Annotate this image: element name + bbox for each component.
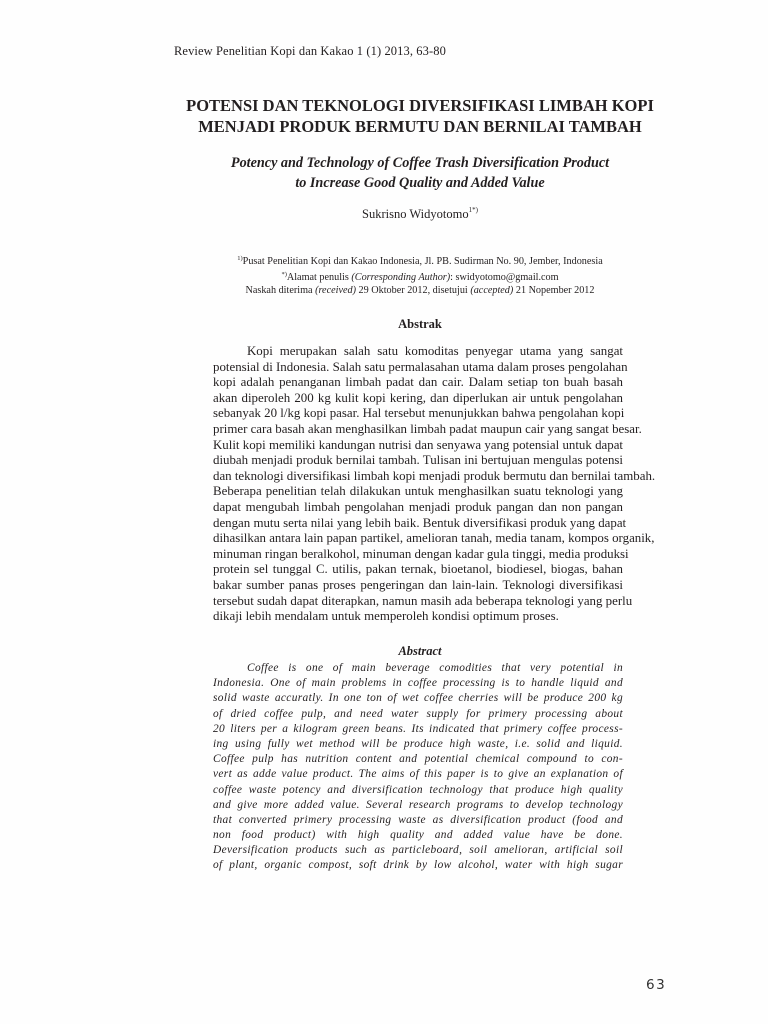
article-title-line-1: POTENSI DAN TEKNOLOGI DIVERSIFIKASI LIMBAH KOPI xyxy=(186,96,654,115)
abstract-line: that converted primery processing waste as diversification product (food and xyxy=(213,813,623,826)
abstrak-line: dihasilkan antara lain papan partikel, amelioran tanah, media tanam, kompos organik, xyxy=(213,531,655,546)
abstrak-line: potensial di Indonesia. Salah satu permalasahan utama dalam proses pengolahan xyxy=(213,359,628,374)
corresponding-prefix: Alamat penulis xyxy=(286,272,352,284)
english-title-line-1: Potency and Technology of Coffee Trash Diversification Product xyxy=(230,155,610,171)
affiliation-line-1 xyxy=(100,252,740,268)
article-english-title xyxy=(100,153,740,193)
abstract-line: coffee waste potency and diversification technology that produce high quality xyxy=(213,783,623,796)
affiliation-line-3 xyxy=(100,284,740,297)
abstract-line: vert as adde value product. The aims of this paper is to give an explanation of xyxy=(213,768,623,781)
abstract-line: and give more added value. Several research programs to develop technology xyxy=(213,798,623,811)
author-superscript: 1*) xyxy=(468,206,478,214)
abstract-heading: Abstract xyxy=(398,644,442,658)
abstrak-line: tersebut sudah dapat diterapkan, namun masih ada beberapa teknologi yang perlu xyxy=(213,593,633,608)
journal-running-header: Review Penelitian Kopi dan Kakao 1 (1) 2013, 63-80 xyxy=(174,44,446,58)
author-name: Sukrisno Widyotomo xyxy=(362,207,469,221)
abstract-line: Indonesia. One of main problems in coffee processing is to handle liquid and xyxy=(213,677,623,690)
page-number: 63 xyxy=(646,977,667,993)
abstract-line: Deversification products such as particleboard, soil amelioran, artificial soil xyxy=(213,844,623,857)
abstrak-line: minuman ringan beralkohol, minuman dengan kadar gula tinggi, media produksi xyxy=(213,546,629,561)
received-prefix: Naskah diterima xyxy=(245,285,316,297)
abstract-line: solid waste accuratly. In one ton of wet coffee cherries will be produce 200 kg xyxy=(213,692,623,705)
abstract-line: 20 liters per a kilogram green beans. Its indicated that primery coffee process- xyxy=(213,722,623,735)
affiliation-block xyxy=(100,252,740,298)
article-title-line-2: MENJADI PRODUK BERMUTU DAN BERNILAI TAMBAH xyxy=(198,117,642,136)
abstrak-line: sebanyak 20 l/kg kopi pasar. Hal tersebut menunjukkan bahwa pengolahan kopi xyxy=(213,406,625,421)
received-date: 29 Oktober 2012, disetujui xyxy=(355,285,471,297)
corresponding-email: : swidyotomo@gmail.com xyxy=(450,272,559,284)
received-label: (received) xyxy=(315,285,356,297)
abstrak-body xyxy=(213,344,656,625)
abstrak-line: dapat mengubah limbah pengolahan menjadi produk pangan dan non pangan xyxy=(213,499,623,514)
abstrak-line: akan diperoleh 200 kg kulit kopi kering, dan diperlukan air untuk pengolahan xyxy=(213,390,623,405)
abstrak-line: Kopi merupakan salah satu komoditas penyegar utama yang sangat xyxy=(247,344,623,358)
affiliation-sup-1: 1) xyxy=(237,255,243,262)
corresponding-author-label: (Corresponding Author) xyxy=(351,272,451,284)
affiliation-sup-2: *) xyxy=(281,271,287,279)
abstrak-line: dan teknologi diversifikasi limbah kopi menjadi produk bermutu dan bernilai tambah. xyxy=(213,468,656,483)
abstract-body xyxy=(213,661,623,874)
affiliation-institution: Pusat Penelitian Kopi dan Kakao Indonesia, Jl. PB. Sudirman No. 90, Jember, Indonesia xyxy=(242,256,603,267)
article-title xyxy=(100,95,740,137)
abstrak-line: dikaji lebih mendalam untuk memperoleh kondisi optimum proses. xyxy=(213,609,559,624)
accepted-date: 21 Nopember 2012 xyxy=(513,285,595,297)
abstrak-line: kopi adalah penanganan limbah padat dan cair. Dalam setiap ton buah basah xyxy=(213,375,623,390)
abstrak-line: bakar sumber panas proses pengeringan dan lain-lain. Teknologi diversifikasi xyxy=(213,577,623,592)
abstrak-line: dengan mutu serta nilai yang lebih baik. Bentuk diversifikasi produk yang dapat xyxy=(213,515,627,530)
abstract-line: Coffee is one of main beverage comodities that very potential in xyxy=(247,662,623,674)
abstrak-line: Beberapa penelitian telah dilakukan untuk menghasilkan suatu teknologi yang xyxy=(213,484,623,499)
abstract-line: of dried coffee pulp, and need water supply for primery processing about xyxy=(213,707,623,720)
abstrak-line: primer cara basah akan menghasilkan limbah padat maupun cair yang sangat besar. xyxy=(213,421,642,436)
abstrak-heading: Abstrak xyxy=(398,317,442,331)
abstract-line: non food product) with high quality and added value have be done. xyxy=(213,829,623,842)
accepted-label: (accepted) xyxy=(470,285,514,297)
abstract-line: of plant, organic compost, soft drink by low alcohol, water with high sugar xyxy=(213,859,623,872)
abstract-line: ing using fully wet method will be produce high waste, i.e. solid and liquid. xyxy=(213,737,623,750)
abstrak-line: diubah menjadi produk bernilai tambah. Tulisan ini bertujuan mengulas potensi xyxy=(213,453,623,468)
abstract-line: Coffee pulp has nutrition content and potential chemical compound to con- xyxy=(213,753,623,766)
affiliation-line-2 xyxy=(100,268,740,284)
abstrak-line: protein sel tunggal C. utilis, pakan ternak, bioetanol, biodiesel, biogas, bahan xyxy=(213,562,623,577)
english-title-line-2: to Increase Good Quality and Added Value xyxy=(295,175,545,191)
author-line xyxy=(100,206,740,222)
abstrak-line: Kulit kopi memiliki kandungan nutrisi dan senyawa yang potensial untuk dapat xyxy=(213,437,623,452)
